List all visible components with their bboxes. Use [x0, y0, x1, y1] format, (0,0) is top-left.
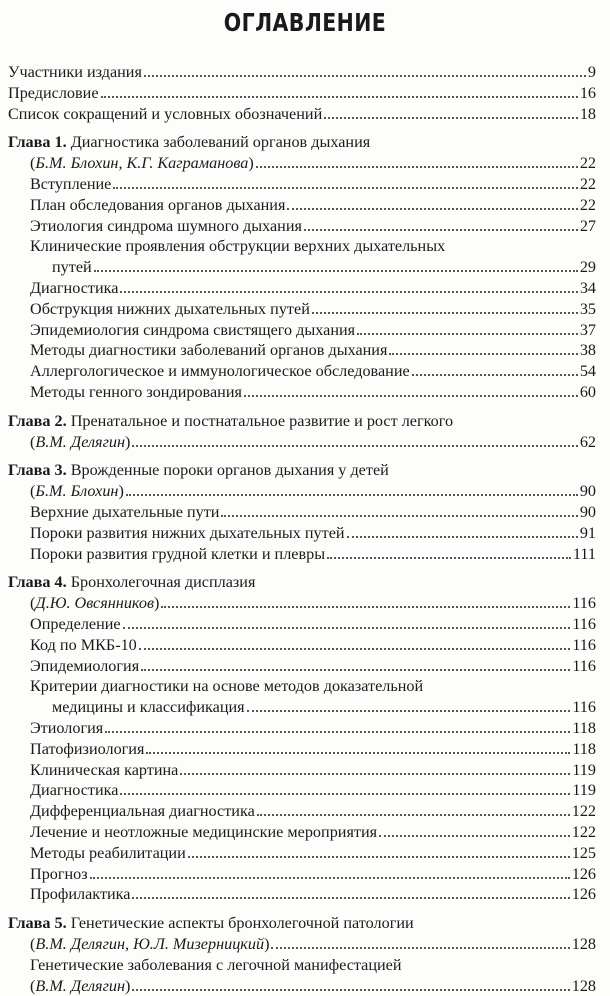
entry-label [30, 739, 144, 759]
chapter-title: Пренатальное и постнатальное развитие и рост легкого [70, 411, 454, 430]
page-number: 35 [579, 299, 596, 318]
section-title: План обследования органов дыхания [30, 195, 286, 214]
section-title: Клиническая картина [30, 760, 179, 779]
chapter-authors: Б.М. Блохин, К.Г. Каграманова [35, 154, 249, 173]
page-number: 128 [571, 976, 596, 995]
entry-label [30, 502, 219, 522]
chapter-authors-row[interactable] [30, 481, 596, 501]
entry-title: Предисловие [8, 83, 99, 102]
paren-open: ( [30, 482, 36, 501]
dot-leader [101, 83, 578, 98]
chapter-heading[interactable] [8, 913, 596, 933]
dot-leader [257, 801, 570, 816]
page-number: 118 [572, 719, 596, 737]
section-entry[interactable] [30, 195, 596, 215]
dot-leader [287, 195, 577, 210]
chapter-number: Глава 4. [8, 573, 67, 592]
chapter-authors-row[interactable] [30, 153, 596, 173]
entry-title: Участники издания [8, 63, 142, 81]
section-entry[interactable] [30, 780, 596, 800]
section-entry[interactable] [30, 718, 596, 738]
entry-label [8, 104, 322, 124]
entry-label [30, 544, 325, 564]
paren-close: ) [118, 482, 124, 501]
section-entry[interactable] [30, 955, 596, 975]
section-entry[interactable] [30, 320, 596, 340]
section-title: Этиология [30, 719, 104, 737]
section-entry[interactable] [30, 635, 596, 655]
dot-leader [139, 635, 571, 650]
paren-open: ( [30, 976, 36, 995]
chapter-authors: Д.Ю. Овсянников [35, 594, 154, 613]
section-title: Диагностика [30, 279, 119, 297]
page-number: 22 [579, 154, 596, 173]
section-title: Лечение и неотложные медицинские мероприятия [30, 823, 378, 841]
entry-label [30, 382, 242, 402]
section-entry[interactable] [30, 801, 596, 821]
dot-leader [271, 934, 569, 949]
dot-leader [180, 760, 570, 775]
section-title: Вступление [30, 175, 112, 193]
dot-leader [105, 718, 570, 733]
dot-leader [304, 216, 578, 231]
chapter-title: Врожденные пороки органов дыхания у детей [70, 461, 389, 480]
chapter-authors-row[interactable] [30, 934, 596, 954]
chapter-authors-row[interactable] [30, 432, 596, 452]
paren-open: ( [30, 154, 36, 173]
section-entry[interactable] [30, 656, 596, 676]
paren-close: ) [248, 154, 254, 173]
chapter-number: Глава 2. [8, 411, 67, 430]
entry-label [30, 320, 355, 340]
entry-label [52, 697, 245, 717]
page-number: 9 [587, 63, 596, 81]
dot-leader [141, 656, 570, 671]
entry-label [30, 760, 178, 780]
section-title: Код по МКБ-10 [30, 635, 137, 654]
page-number: 118 [572, 739, 596, 758]
section-entry[interactable] [30, 739, 596, 759]
page-number: 91 [579, 523, 596, 542]
entry-label [30, 884, 130, 904]
dot-leader [247, 697, 571, 712]
entry-label [30, 153, 254, 173]
entry-label [30, 593, 159, 613]
section-entry-continued[interactable] [52, 257, 596, 277]
section-title: Пороки развития нижних дыхательных путей [30, 523, 345, 542]
dot-leader [221, 502, 577, 517]
section-title: Верхние дыхательные пути [30, 503, 220, 521]
section-title-cont: медицины и классификация [52, 698, 245, 717]
chapter-authors: Б.М. Блохин [35, 482, 119, 501]
paren-open: ( [30, 432, 36, 451]
section-entry[interactable] [30, 502, 596, 522]
section-title: Определение [30, 615, 121, 633]
section-entry[interactable] [30, 299, 596, 319]
page-number: 122 [571, 802, 596, 821]
paren-open: ( [30, 935, 36, 953]
section-entry[interactable] [30, 864, 596, 884]
entry-title: Список сокращений и условных обозначений [8, 104, 323, 123]
dot-leader [90, 864, 570, 879]
dot-leader [412, 361, 578, 376]
paren-close: ) [125, 976, 131, 995]
entry-label [30, 934, 269, 954]
dot-leader [126, 481, 578, 496]
chapter-number: Глава 3. [8, 461, 67, 480]
section-title: Методы реабилитации [30, 843, 186, 862]
dot-leader [123, 614, 571, 629]
entry-label [30, 481, 124, 501]
paren-close: ) [264, 935, 270, 953]
entry-label [30, 635, 137, 655]
paren-close: ) [153, 594, 160, 613]
dot-leader [347, 523, 578, 538]
section-title-cont: путей [52, 258, 92, 277]
section-entry[interactable] [30, 760, 596, 780]
toc-entry[interactable] [8, 62, 596, 82]
entry-label [30, 432, 130, 452]
dot-leader [120, 780, 570, 795]
page-number: 116 [572, 698, 596, 717]
page-number: 116 [572, 594, 596, 613]
entry-label [30, 614, 121, 634]
entry-label [30, 843, 186, 863]
section-title: Обструкция нижних дыхательных путей [30, 299, 310, 318]
page-number: 116 [572, 635, 596, 654]
section-entry[interactable] [30, 174, 596, 194]
section-title: Прогноз [30, 864, 88, 883]
dot-leader [244, 382, 578, 397]
entry-label [30, 174, 111, 194]
section-entry-continued[interactable] [30, 976, 596, 996]
chapter-title: Генетические аспекты бронхолегочной патологии [70, 914, 414, 933]
page-number: 90 [579, 482, 596, 501]
section-entry[interactable] [30, 676, 596, 696]
entry-label [30, 340, 387, 360]
section-title: Аллергологическое и иммунологическое обследование [30, 362, 410, 381]
paren-open: ( [30, 594, 36, 613]
dot-leader [120, 278, 577, 293]
section-title: Клинические проявления обструкции верхних дыхательных [30, 237, 446, 256]
section-title: Профилактика [30, 885, 131, 904]
dot-leader [161, 593, 570, 608]
dot-leader [132, 884, 569, 899]
section-title: Методы генного зондирования [30, 383, 242, 401]
dot-leader [357, 320, 578, 335]
section-entry[interactable] [30, 843, 596, 863]
toc-entry[interactable] [8, 83, 596, 103]
chapter-authors: В.М. Делягин, Ю.Л. Мизерницкий [35, 935, 265, 953]
entry-label [30, 361, 410, 381]
section-title: Генетические заболевания с легочной манифестацией [30, 955, 402, 974]
page-number: 22 [579, 195, 596, 214]
chapter-number: Глава 1. [8, 133, 67, 152]
page-number: 125 [571, 843, 596, 862]
page-number: 126 [571, 885, 596, 904]
page-number: 62 [579, 432, 596, 451]
section-title: Этиология синдрома шумного дыхания [30, 216, 302, 235]
section-entry[interactable] [30, 216, 596, 236]
chapter-number: Глава 5. [8, 914, 67, 933]
toc-entry[interactable] [8, 104, 596, 124]
dot-leader [256, 153, 578, 168]
page-number: 90 [579, 503, 596, 521]
page-number: 38 [579, 341, 596, 360]
page-title: ОГЛАВЛЕНИЕ [223, 8, 387, 37]
page-number: 126 [571, 864, 596, 883]
section-entry-continued[interactable] [52, 697, 596, 717]
entry-label [30, 523, 345, 543]
section-title: Дифференциальная диагностика [30, 802, 255, 821]
entry-label [30, 718, 103, 738]
entry-label [30, 976, 130, 996]
page-number: 34 [579, 279, 596, 297]
entry-label [30, 801, 255, 821]
section-entry[interactable] [30, 822, 596, 842]
entry-label [30, 656, 139, 676]
section-entry[interactable] [30, 278, 596, 298]
chapter-authors-row[interactable] [30, 593, 596, 613]
dot-leader [132, 432, 577, 447]
dot-leader [312, 299, 578, 314]
page-number: 116 [572, 656, 596, 675]
section-title: Методы диагностики заболеваний органов дыхания [30, 341, 388, 360]
chapter-heading[interactable] [8, 132, 596, 152]
dot-leader [327, 544, 571, 559]
section-entry[interactable] [30, 523, 596, 543]
paren-close: ) [125, 432, 131, 451]
page-number: 29 [579, 258, 596, 277]
entry-label [8, 83, 99, 103]
page-number: 111 [572, 544, 596, 563]
entry-label [8, 62, 142, 82]
page-number: 119 [572, 760, 596, 779]
chapter-heading[interactable] [8, 572, 596, 592]
entry-label [52, 257, 92, 277]
chapter-heading[interactable] [8, 460, 596, 480]
page-number: 54 [579, 362, 596, 381]
section-entry[interactable] [30, 884, 596, 904]
dot-leader [324, 104, 578, 119]
dot-leader [144, 62, 586, 77]
entry-label [30, 780, 118, 800]
section-entry[interactable] [30, 382, 596, 402]
section-entry[interactable] [30, 236, 596, 256]
section-title: Диагностика [30, 781, 119, 800]
entry-label [30, 216, 302, 236]
dot-leader [379, 822, 570, 837]
dot-leader [132, 976, 569, 991]
page-number: 122 [571, 823, 596, 841]
chapter-heading[interactable] [8, 411, 596, 431]
section-title: Эпидемиология [30, 656, 140, 675]
page-number: 116 [572, 615, 596, 633]
page-number: 16 [579, 83, 596, 102]
dot-leader [113, 174, 577, 189]
dot-leader [94, 257, 578, 272]
page-number: 27 [579, 216, 596, 235]
entry-label [30, 195, 285, 215]
section-title: Патофизиология [30, 739, 145, 758]
section-entry[interactable] [30, 340, 596, 360]
page-number: 22 [579, 175, 596, 193]
section-authors: В.М. Делягин [35, 976, 126, 995]
chapter-title: Диагностика заболеваний органов дыхания [70, 133, 371, 152]
entry-label [30, 299, 310, 319]
section-title: Пороки развития грудной клетки и плевры [30, 544, 326, 563]
section-title: Критерии диагностики на основе методов доказательной [30, 677, 424, 696]
chapter-title: Бронхолегочная дисплазия [70, 573, 256, 592]
entry-label [30, 864, 88, 884]
dot-leader [389, 340, 577, 355]
page-number: 37 [579, 320, 596, 339]
page-number: 119 [572, 781, 596, 800]
dot-leader [188, 843, 570, 858]
entry-label [30, 822, 377, 842]
page-number: 60 [579, 383, 596, 401]
dot-leader [146, 739, 570, 754]
page-number: 18 [579, 104, 596, 123]
chapter-authors: В.М. Делягин [35, 432, 126, 451]
page-number: 128 [571, 935, 596, 953]
entry-label [30, 278, 118, 298]
section-entry[interactable] [30, 361, 596, 381]
section-entry[interactable] [30, 614, 596, 634]
section-title: Эпидемиология синдрома свистящего дыхания [30, 320, 356, 339]
section-entry[interactable] [30, 544, 596, 564]
